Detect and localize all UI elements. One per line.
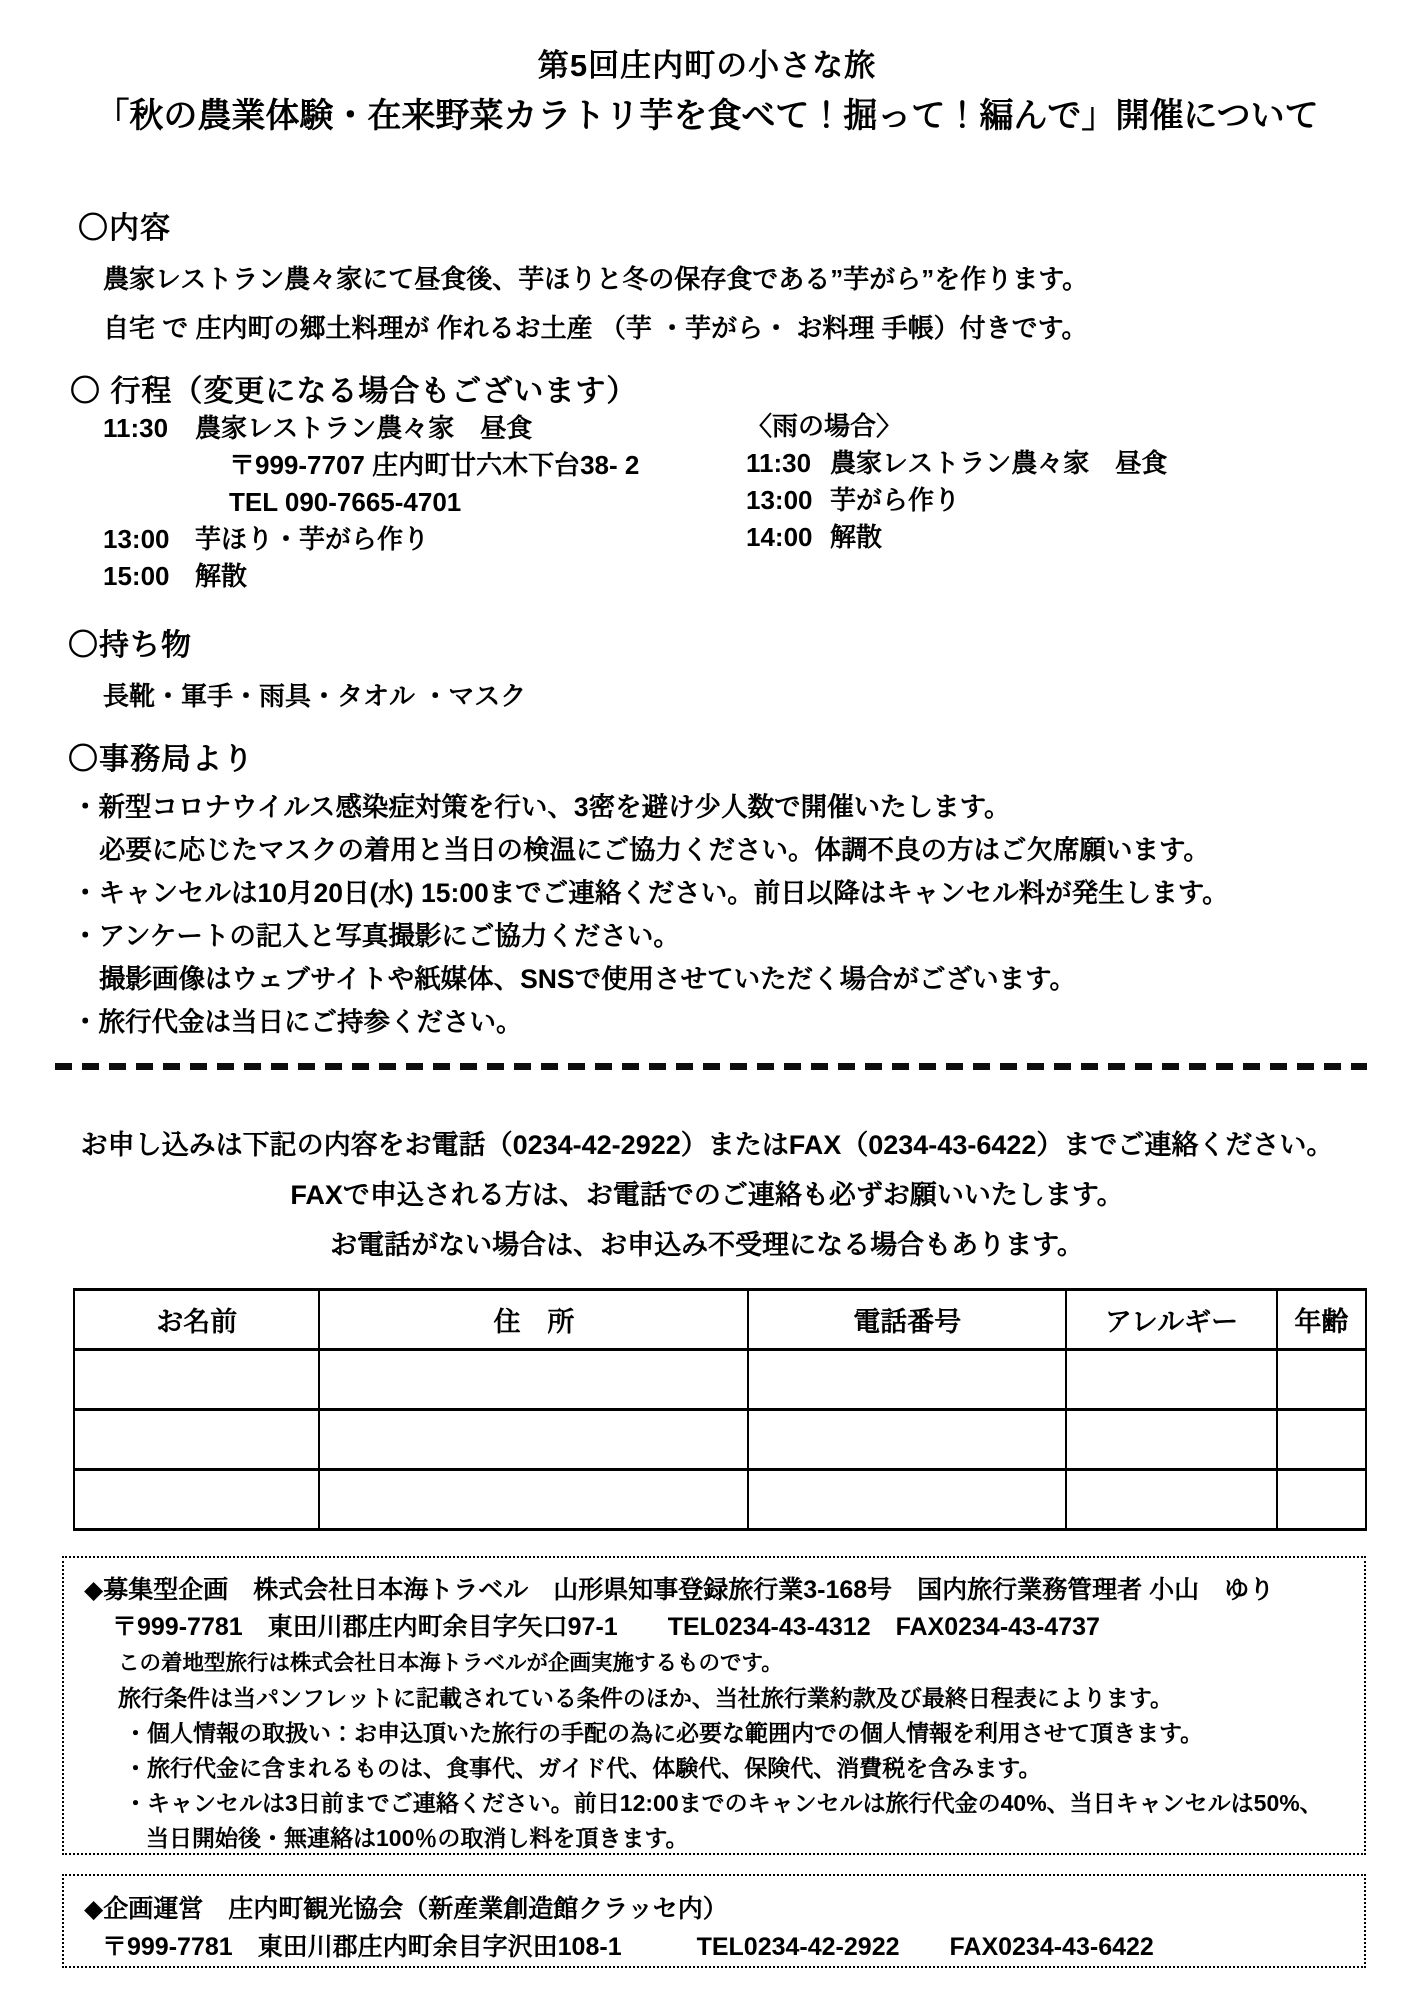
table-cell: [1066, 1350, 1277, 1410]
organizer-line: ◆募集型企画 株式会社日本海トラベル 山形県知事登録旅行業3-168号 国内旅行業務管理者 小山 ゆり: [84, 1576, 1275, 1604]
table-row: [74, 1350, 1366, 1410]
schedule-row: [103, 558, 639, 595]
organizer-info-box: [62, 1556, 1366, 1855]
operation-line: 〒999-7781 東田川郡庄内町余目字沢田108-1 TEL0234-42-2922 FAX0234-43-6422: [102, 1933, 1154, 1961]
schedule-time: 14:00: [746, 522, 813, 552]
application-instructions: [0, 1120, 1414, 1270]
schedule-time: 11:30: [103, 413, 169, 443]
schedule-text: 農家レストラン農々家 昼食: [830, 448, 1168, 478]
section-heading-naiyou: 〇内容: [78, 212, 171, 245]
schedule-row: [103, 410, 639, 447]
organizer-line: この着地型旅行は株式会社日本海トラベルが企画実施するものです。: [118, 1651, 783, 1675]
table-header-phone: 電話番号: [748, 1290, 1066, 1350]
naiyou-paragraph: [103, 255, 1088, 353]
table-cell: [1066, 1470, 1277, 1530]
organizer-line: ・個人情報の取扱い：お申込頂いた旅行の手配の為に必要な範囲内での個人情報を利用させて頂きます。: [124, 1720, 1204, 1746]
application-line: お電話がない場合は、お申込み不受理になる場合もあります。: [330, 1230, 1084, 1260]
notice-bullet: ・新型コロナウイルス感染症対策を行い、3密を避け少人数で開催いたします。: [72, 792, 1011, 822]
schedule-row: [103, 521, 639, 558]
table-cell: [319, 1350, 748, 1410]
schedule-row: [103, 447, 639, 484]
table-cell: [748, 1470, 1066, 1530]
table-cell: [1277, 1470, 1366, 1530]
schedule-time: 11:30: [746, 448, 812, 478]
table-row: [74, 1410, 1366, 1470]
dashed-cutoff-line: [55, 1063, 1367, 1070]
table-cell: [748, 1350, 1066, 1410]
table-cell: [1066, 1410, 1277, 1470]
notice-bullet: ・キャンセルは10月20日(水) 15:00までご連絡ください。前日以降はキャンセル料が発生します。: [72, 878, 1229, 908]
schedule-time: 13:00: [103, 524, 170, 554]
schedule-text: 芋がら作り: [830, 485, 961, 515]
table-cell: [74, 1410, 319, 1470]
section-heading-jimukyoku: 〇事務局より: [68, 743, 254, 776]
page-title: 第5回庄内町の小さな旅: [537, 48, 877, 83]
organizer-line: 旅行条件は当パンフレットに記載されている条件のほか、当社旅行業約款及び最終日程表によります。: [118, 1685, 1174, 1711]
office-notices: [72, 786, 1372, 1044]
organizer-line: ・キャンセルは3日前までご連絡ください。前日12:00までのキャンセルは旅行代金の40%、当日キャンセルは50%、: [124, 1790, 1323, 1816]
table-cell: [74, 1470, 319, 1530]
schedule-row: [746, 482, 1167, 519]
schedule-text: 芋ほり・芋がら作り: [195, 524, 430, 554]
schedule-text: TEL 090-7665-4701: [229, 487, 462, 517]
schedule-text: 農家レストラン農々家 昼食: [195, 413, 533, 443]
schedule-time: 15:00: [103, 561, 170, 591]
organizer-line: 〒999-7781 東田川郡庄内町余目字矢口97-1 TEL0234-43-4312 FAX0234-43-4737: [112, 1613, 1100, 1641]
schedule-main: [103, 410, 639, 595]
page-subtitle: 「秋の農業体験・在来野菜カラトリ芋を食べて！掘って！編んで」開催について: [95, 97, 1319, 135]
table-cell: [1277, 1410, 1366, 1470]
operation-info-box: [62, 1874, 1366, 1968]
table-cell: [319, 1410, 748, 1470]
section-heading-mochimono: 〇持ち物: [68, 629, 192, 662]
organizer-line: ・旅行代金に含まれるものは、食事代、ガイド代、体験代、保険代、消費税を含みます。: [124, 1755, 1042, 1781]
schedule-rain: [746, 408, 1167, 556]
table-header-row: [74, 1290, 1366, 1350]
application-line: FAXで申込される方は、お電話でのご連絡も必ずお願いいたします。: [290, 1180, 1124, 1210]
table-header-name: お名前: [74, 1290, 319, 1350]
organizer-line: 当日開始後・無連絡は100％の取消し料を頂きます。: [146, 1825, 689, 1851]
naiyou-line: 自宅 で 庄内町の郷土料理が 作れるお土産 （芋 ・芋がら・ お料理 手帳）付きです。: [103, 313, 1088, 343]
table-row: [74, 1470, 1366, 1530]
operation-line: ◆企画運営 庄内町観光協会（新産業創造館クラッセ内）: [84, 1895, 728, 1923]
application-form-table: [73, 1288, 1367, 1531]
schedule-text: 解散: [195, 561, 248, 591]
table-header-age: 年齢: [1277, 1290, 1366, 1350]
schedule-row: [103, 484, 639, 521]
table-cell: [1277, 1350, 1366, 1410]
section-heading-koutei: 〇 行程（変更になる場合もございます）: [70, 375, 638, 408]
schedule-time: 13:00: [746, 485, 813, 515]
schedule-row: [746, 445, 1167, 482]
schedule-row: [746, 519, 1167, 556]
notice-bullet: ・アンケートの記入と写真撮影にご協力ください。: [72, 921, 680, 951]
schedule-text: 解散: [830, 522, 883, 552]
table-header-address: 住 所: [319, 1290, 748, 1350]
table-cell: [74, 1350, 319, 1410]
table-cell: [319, 1470, 748, 1530]
notice-bullet-continuation: 必要に応じたマスクの着用と当日の検温にご協力ください。体調不良の方はご欠席願います。: [99, 835, 1210, 865]
table-header-allergy: アレルギー: [1066, 1290, 1277, 1350]
rain-case-header: 〈雨の場合〉: [746, 411, 903, 441]
application-line: お申し込みは下記の内容をお電話（0234-42-2922）またはFAX（0234-43-6422）までご連絡ください。: [80, 1130, 1334, 1160]
naiyou-line: 農家レストラン農々家にて昼食後、芋ほりと冬の保存食である”芋がら”を作ります。: [103, 264, 1089, 294]
schedule-text: 〒999-7707 庄内町廿六木下台38- 2: [229, 450, 640, 480]
notice-bullet-continuation: 撮影画像はウェブサイトや紙媒体、SNSで使用させていただく場合がございます。: [99, 964, 1076, 994]
notice-bullet: ・旅行代金は当日にご持参ください。: [72, 1007, 523, 1037]
table-cell: [748, 1410, 1066, 1470]
mochimono-line: 長靴・軍手・雨具・タオル ・マスク: [103, 681, 527, 711]
